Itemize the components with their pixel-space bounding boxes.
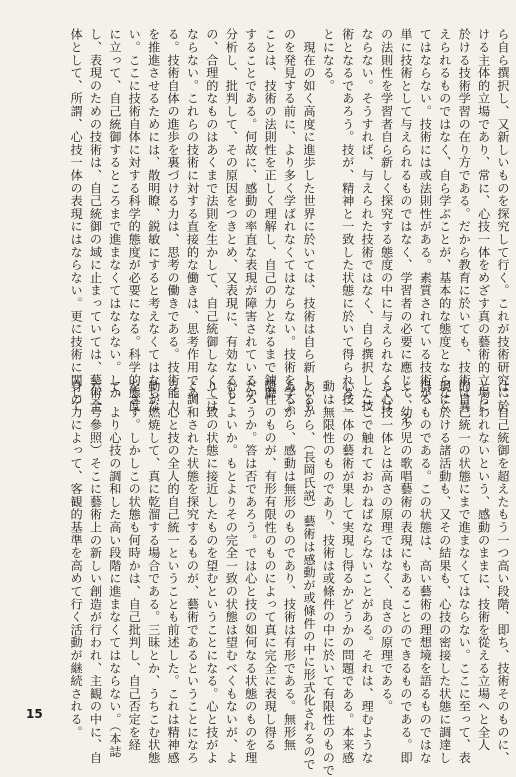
text-column: のを発見する前に、より多く学ばれなくてはならない。技術を学ぶ — [282, 28, 297, 412]
text-column: を推進させるためには、散明瞭、鋭敏にすると考えなくてはならな — [146, 28, 161, 412]
text-column: をさす。しかしこの状態も何時かは、自己批判し、自己否定を経 — [127, 380, 142, 752]
text-column: 得るものである。この状態は、高い藝術の理想境を語るものではな — [418, 380, 433, 764]
text-column: とらわれないという、感動のままに、技術を從える立場へと全人 — [476, 380, 491, 752]
text-column: は、自己統御を超えたもう一つ高い段階、即ち、技術そのものに、 — [496, 380, 510, 764]
text-column: て、より心技の調和した高い段階に進まなくてはならない。（本誌 — [107, 380, 122, 758]
text-column: 体として、所謂、心技一体の表現にはならない。更に技術に関して — [69, 28, 84, 412]
text-column: 動は無限性のものであり、技術は或條件の中に於いて有限性のもので — [321, 380, 336, 777]
text-column: る。技術自体の進歩を裏づける力は、思考の働きである。技術能力 — [166, 28, 181, 412]
text-column: う。心と技の全人的自己統一ということも前述した。これは精神感 — [166, 380, 181, 764]
text-column: の法則性を学習者自ら新しく探究する態度の中に与えられなくては — [379, 28, 394, 412]
text-column: く調和された状態を探究するものが、藝術であるということになろ — [185, 380, 200, 764]
text-column: 於ける技術学習の在り方である。だから教育に於いても、技術は異 — [457, 28, 472, 412]
text-column: の、合理的なものはあくまで法則を生かして、自己統御しなくては — [204, 28, 219, 412]
text-column: 限性のものが、有形有限性のものによって真に完全に表現し得る — [263, 380, 278, 752]
text-column: てはならない。技術には或法則性がある。素質されている技術が、 — [418, 28, 433, 412]
text-column: ならない。これらの技術に対する直接的な働きは、思考作用であ — [185, 28, 200, 400]
text-column: 心技一体の藝術が果して実現し得るかどうかの問題である。本来感 — [340, 380, 355, 764]
text-column: 的自己統一の状態にまで進まなくてはならない。ここに至って、表 — [457, 380, 472, 764]
text-column: 六三号參照）そこに藝術上の新しい創造が行われ、主観の中に、自 — [88, 380, 103, 764]
text-column: 身の力によって、客観的基準を高めて行く活動が継続される。 — [69, 380, 84, 739]
text-column: 分析し、批判して、その原因をつきとめ、又表現に、有効なるも — [224, 28, 239, 400]
upper-text-block — [2, 28, 512, 425]
text-column: り一致の状態に接近したものを望むということになる。心と技がよ — [204, 380, 219, 764]
text-column: し、表現のための技術は、自己統御の域に止まっていては、藝術全 — [88, 28, 103, 412]
text-column: ならない。そうすれば、与えられた技術ではなく、自ら撰択した技 — [360, 28, 375, 412]
text-column: に立って、自己統御するところまで進まなくてはならない。しか — [107, 28, 122, 400]
text-column: 動が燃焼して、真に乾溜する場合である。三昧とか、うちこむ状態 — [146, 380, 161, 764]
text-column: ち心技一体とは高さの原理ではなく、良さの原理である。 — [379, 380, 394, 713]
page-number: 15 — [26, 707, 43, 721]
text-column: 単に技術として与えられるものではなく、学習者の必要に應じて、そ — [398, 28, 413, 425]
text-column: することである。何故に、感動の率直な表現が障害されているか、 — [243, 28, 258, 412]
text-column: い。ここに技術自体に対する科学的態度が必要になる。科学的態度 — [127, 28, 142, 412]
text-column: だろうか。答は否であろう。では心と技の如何なる状態のものを理 — [243, 380, 258, 764]
text-column: ける主体的立場であり、常に、心技一体をめざす真の藝術的立場に — [476, 28, 491, 412]
text-column: く、幼少児の歌唱藝術の表現にもあることのできるものである。即 — [398, 380, 413, 764]
text-column: 現在の如く高度に進歩した世界に於いては、技術は自ら新しいも — [301, 28, 316, 412]
text-column: ら自ら撰択し、又新しいものを探究して行く。これが技術研究に於 — [496, 28, 510, 412]
text-column: ここで触れておかねばならないことがある。それは、理むような — [360, 380, 375, 764]
text-column: ことは、技術の法則性を正しく理解し、自己の力となるまで錬磨 — [263, 28, 278, 400]
text-column: むとよいか。もとよりその完全一致の状態は望むべくもないが、よ — [224, 380, 239, 764]
text-column: あるから、（長岡氏説）藝術は感動が或條件の中に形式化されるので — [301, 380, 316, 771]
text-column: 現に於ける諸活動も、又その結果も、心技の密接した状態に調達し — [437, 380, 452, 764]
text-column: あるから、感動は無形のものであり、技術は有形である。無形無 — [282, 380, 297, 752]
text-column: えられるものではなく、自ら学ぶことが、基本的な態度とならなく — [437, 28, 452, 412]
text-column: とになる。 — [321, 28, 336, 92]
text-column: 術となるであろう。技が、精神と一致した状態に於いて得られるこ — [340, 28, 355, 412]
